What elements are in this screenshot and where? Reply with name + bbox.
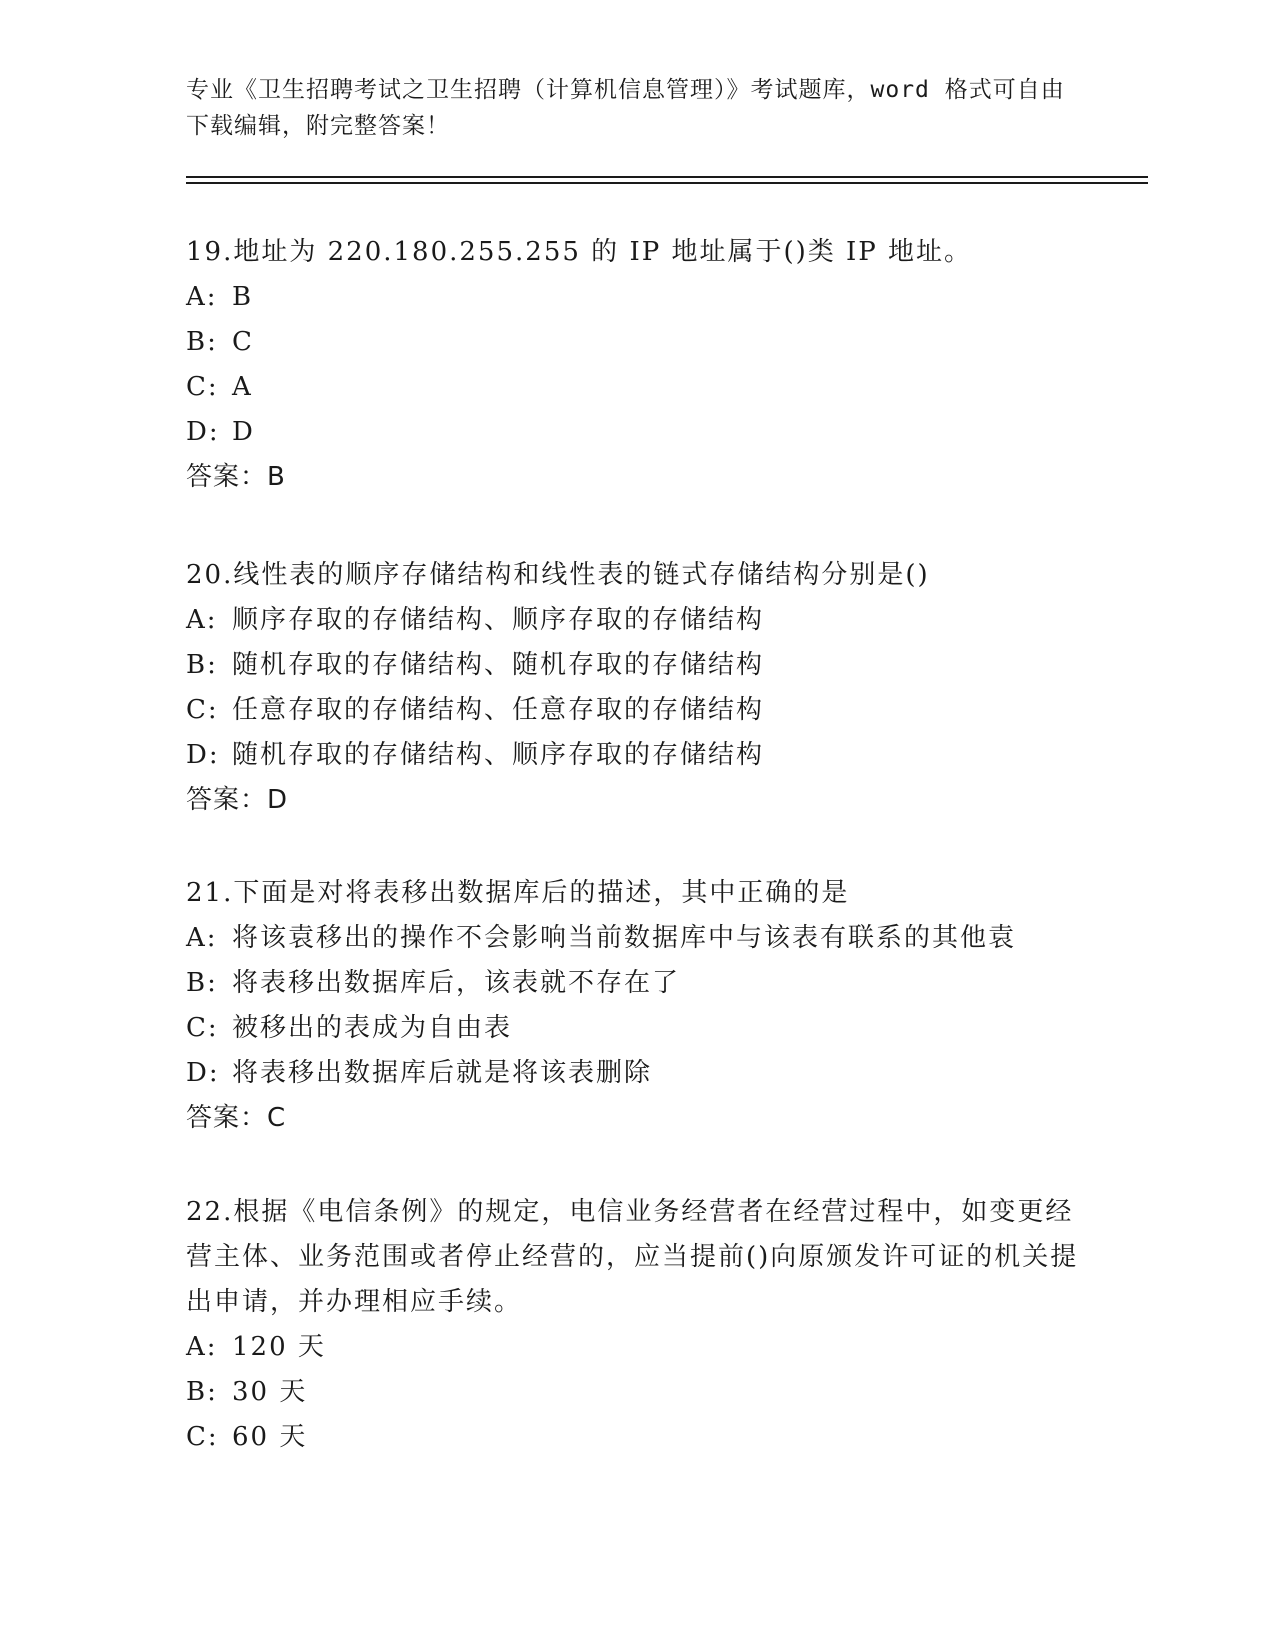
- option-key: A:: [186, 282, 218, 312]
- question-stem: 20.线性表的顺序存储结构和线性表的链式存储结构分别是(): [186, 560, 930, 590]
- option-text: 顺序存取的存储结构、顺序存取的存储结构: [232, 605, 765, 635]
- option-key: B:: [186, 327, 218, 357]
- option-text: C: [232, 327, 254, 357]
- option-text: A: [232, 372, 253, 402]
- option-key: C:: [186, 1422, 219, 1452]
- option-key: C:: [186, 695, 219, 725]
- option-key: D:: [186, 740, 220, 770]
- option-c: [186, 688, 1086, 733]
- question-stem: 19.地址为 220.180.255.255 的 IP 地址属于()类 IP 地址。: [186, 237, 973, 267]
- document-header: 专业《卫生招聘考试之卫生招聘（计算机信息管理）》考试题库，word 格式可自由下载编辑，附完整答案！: [186, 77, 1065, 139]
- option-c: [186, 365, 1086, 410]
- option-a: [186, 916, 1086, 961]
- option-key: D:: [186, 417, 220, 447]
- option-c: [186, 1415, 1086, 1460]
- answer: 答案：B: [186, 462, 286, 492]
- question-22: [186, 1190, 1086, 1460]
- option-key: C:: [186, 372, 219, 402]
- option-text: 将该袁移出的操作不会影响当前数据库中与该表有联系的其他袁: [232, 923, 1017, 953]
- option-text: 任意存取的存储结构、任意存取的存储结构: [232, 695, 765, 725]
- question-19: [186, 230, 1086, 500]
- option-d: [186, 733, 1086, 778]
- question-21: [186, 871, 1086, 1141]
- option-key: A:: [186, 923, 218, 953]
- option-key: A:: [186, 605, 218, 635]
- option-text: 被移出的表成为自由表: [232, 1013, 513, 1043]
- option-text: 60 天: [232, 1422, 308, 1452]
- header-divider-top: [186, 176, 1148, 178]
- option-a: [186, 1325, 1086, 1370]
- question-stem: 21.下面是对将表移出数据库后的描述，其中正确的是: [186, 878, 850, 908]
- option-text: 30 天: [232, 1377, 308, 1407]
- option-key: D:: [186, 1058, 220, 1088]
- option-b: [186, 643, 1086, 688]
- option-text: 将表移出数据库后就是将该表删除: [232, 1058, 653, 1088]
- option-a: [186, 275, 1086, 320]
- question-stem: 22.根据《电信条例》的规定，电信业务经营者在经营过程中，如变更经营主体、业务范围或者停止经营的，应当提前()向原颁发许可证的机关提出申请，并办理相应手续。: [186, 1197, 1079, 1317]
- option-text: 随机存取的存储结构、随机存取的存储结构: [232, 650, 765, 680]
- option-text: 120 天: [232, 1332, 326, 1362]
- option-d: [186, 1051, 1086, 1096]
- option-c: [186, 1006, 1086, 1051]
- answer: 答案：C: [186, 1103, 287, 1133]
- option-text: D: [232, 417, 255, 447]
- answer: 答案：D: [186, 785, 289, 815]
- option-text: B: [232, 282, 254, 312]
- option-a: [186, 598, 1086, 643]
- question-20: [186, 553, 1086, 823]
- option-d: [186, 410, 1086, 455]
- option-b: [186, 1370, 1086, 1415]
- header-divider-bottom: [186, 182, 1148, 184]
- option-b: [186, 320, 1086, 365]
- option-key: B:: [186, 1377, 218, 1407]
- option-key: C:: [186, 1013, 219, 1043]
- option-key: A:: [186, 1332, 218, 1362]
- option-key: B:: [186, 650, 218, 680]
- option-text: 随机存取的存储结构、顺序存取的存储结构: [232, 740, 765, 770]
- option-text: 将表移出数据库后，该表就不存在了: [232, 968, 681, 998]
- option-b: [186, 961, 1086, 1006]
- option-key: B:: [186, 968, 218, 998]
